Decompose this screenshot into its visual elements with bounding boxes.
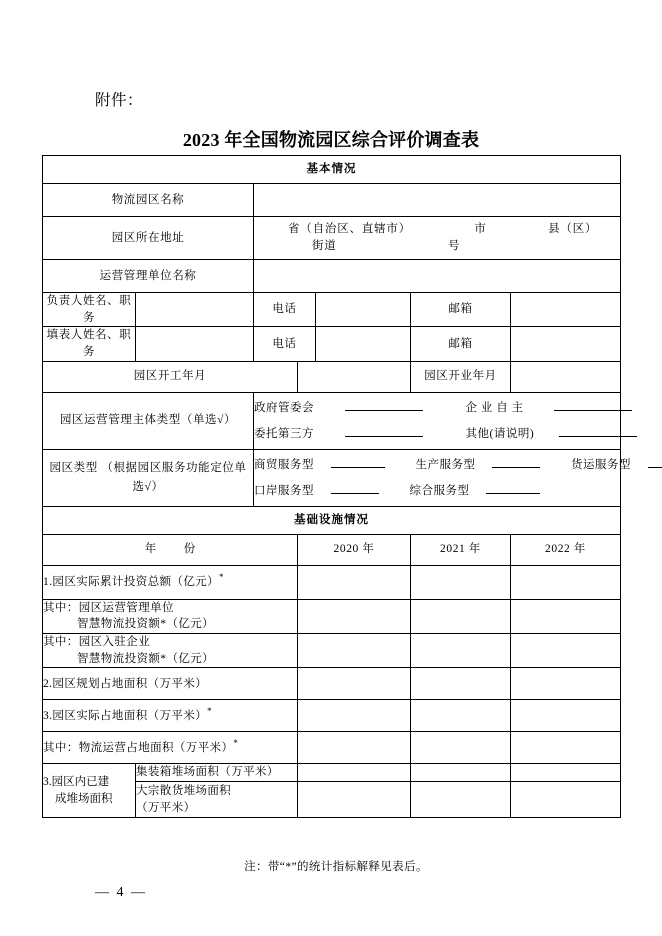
input-cell-2022[interactable] <box>511 700 621 732</box>
table-row-park-address <box>43 217 621 260</box>
table-row <box>43 565 621 599</box>
input-cell-2020[interactable] <box>298 668 411 700</box>
label-park-name: 物流园区名称 <box>43 184 254 217</box>
input-cell-2022[interactable] <box>511 599 621 633</box>
option-label-commerce-service: 商贸服务型 <box>254 459 314 472</box>
park-type-row-2 <box>254 478 620 504</box>
page-number: — 4 — <box>95 885 147 900</box>
table-row <box>43 634 621 668</box>
footnote-text: 注：带“*”的统计指标解释见表后。 <box>244 861 428 873</box>
footnote-star-icon: * <box>207 705 213 716</box>
option-blank-government-committee[interactable] <box>345 399 423 411</box>
label-park-type-line1: 园区类型 <box>49 462 98 475</box>
option-label-enterprise-self: 企 业 自 主 <box>465 402 524 415</box>
input-cell-2020[interactable] <box>298 732 411 764</box>
option-blank-third-party[interactable] <box>345 425 423 437</box>
indicator-label-operator-smart-logistics <box>43 599 298 633</box>
indicator-label-planned-land-area: 2.园区规划占地面积（万平米） <box>43 668 298 700</box>
column-header-2022: 2022 年 <box>511 534 621 565</box>
label-operator-unit: 运营管理单位名称 <box>43 260 254 293</box>
input-filler-email[interactable] <box>511 327 621 361</box>
input-cell-2021[interactable] <box>411 732 511 764</box>
input-park-name[interactable] <box>254 184 621 217</box>
indicator-text-line2: 智慧物流投资额*（亿元） <box>77 618 215 631</box>
option-label-government-committee: 政府管委会 <box>254 402 314 415</box>
page-title: 2023 年全国物流园区综合评价调查表 <box>182 130 480 150</box>
option-blank-comprehensive-service[interactable] <box>486 482 540 494</box>
indicator-label-bulk-cargo-yard-area <box>136 782 298 818</box>
input-cell-2021[interactable] <box>411 782 511 818</box>
column-header-2021: 2021 年 <box>411 534 511 565</box>
input-filler-name-title[interactable] <box>136 327 254 361</box>
input-operator-unit[interactable] <box>254 260 621 293</box>
indicator-label-total-investment <box>43 565 298 599</box>
input-cell-2021[interactable] <box>411 599 511 633</box>
indicator-text-line2: 智慧物流投资额*（亿元） <box>77 652 215 665</box>
bulk-label-line1: 大宗散货堆场面积 <box>136 784 232 797</box>
indicator-text: 3.园区实际占地面积（万平米） <box>43 709 208 722</box>
input-cell-2022[interactable] <box>511 668 621 700</box>
table-row <box>43 764 621 782</box>
option-blank-enterprise-self[interactable] <box>554 399 632 411</box>
label-park-address: 园区所在地址 <box>43 217 254 260</box>
table-row-operator-unit <box>43 260 621 293</box>
option-label-production-service: 生产服务型 <box>415 459 476 472</box>
section-header-row-infrastructure <box>43 506 621 534</box>
footnote-star-icon: * <box>233 737 239 748</box>
input-cell-2021[interactable] <box>411 668 511 700</box>
label-manager-email: 邮箱 <box>411 293 511 327</box>
table-row-operation-type <box>43 392 621 449</box>
table-row <box>43 732 621 764</box>
table-row-start-open-date <box>43 361 621 392</box>
park-type-options <box>254 449 631 506</box>
indicator-text-line1: 其中：园区运营管理单位 <box>43 601 174 614</box>
address-hint-number: 号 <box>447 240 461 252</box>
survey-form-table <box>42 155 631 818</box>
yard-label-line1: 3.园区内已建 <box>43 776 110 789</box>
column-header-2020: 2020 年 <box>298 534 411 565</box>
indicator-text: 其中：物流运营占地面积（万平米） <box>43 741 234 754</box>
address-hint-city: 市 <box>474 223 487 236</box>
table-row-park-type <box>43 449 621 506</box>
column-header-year <box>43 534 298 565</box>
input-cell-2021[interactable] <box>411 700 511 732</box>
option-blank-commerce-service[interactable] <box>331 456 385 468</box>
input-manager-name-title[interactable] <box>136 293 254 327</box>
column-header-year-text: 年 份 <box>144 543 204 556</box>
operation-type-row-2 <box>254 421 620 447</box>
label-opening-date: 园区开业年月 <box>411 361 511 392</box>
option-label-third-party: 委托第三方 <box>254 427 314 440</box>
input-manager-phone[interactable] <box>316 293 411 327</box>
section-header-basic: 基本情况 <box>43 156 621 184</box>
option-label-other: 其他(请说明) <box>465 427 535 440</box>
option-label-freight-service: 货运服务型 <box>571 459 631 472</box>
operation-type-row-1 <box>254 395 620 421</box>
input-cell-2022[interactable] <box>511 732 621 764</box>
option-blank-other[interactable] <box>559 425 637 437</box>
table-header-row-years <box>43 534 621 565</box>
footnote-star-icon: * <box>219 572 224 583</box>
indicator-text: 1.园区实际累计投资总额（亿元） <box>43 575 220 588</box>
input-cell-2021[interactable] <box>411 764 511 782</box>
table-row-park-name <box>43 184 621 217</box>
address-hint-county: 县（区） <box>548 223 598 236</box>
label-filler-phone: 电话 <box>254 327 316 361</box>
indicator-label-tenant-smart-logistics <box>43 634 298 668</box>
label-filler-name-title: 填表人姓名、职务 <box>43 327 136 361</box>
input-park-address[interactable] <box>254 217 621 260</box>
address-hint-province: 省（自治区、直辖市） <box>288 223 411 236</box>
indicator-label-logistics-operation-land-area <box>43 732 298 764</box>
indicator-label-actual-land-area <box>43 700 298 732</box>
table-row <box>43 668 621 700</box>
park-type-row-1 <box>254 452 631 478</box>
label-filler-email: 邮箱 <box>411 327 511 361</box>
section-header-infrastructure: 基础设施情况 <box>43 506 621 534</box>
option-blank-freight-service[interactable] <box>648 456 662 468</box>
table-row <box>43 599 621 633</box>
label-construction-start-date: 园区开工年月 <box>43 361 298 392</box>
input-manager-email[interactable] <box>511 293 621 327</box>
label-manager-phone: 电话 <box>254 293 316 327</box>
operation-type-options <box>254 392 621 449</box>
input-cell-2021[interactable] <box>411 565 511 599</box>
input-cell-2022[interactable] <box>511 782 621 818</box>
table-row-manager-contact <box>43 293 621 327</box>
label-operation-management-type: 园区运营管理主体类型（单选√） <box>43 392 254 449</box>
input-opening-date[interactable] <box>511 361 621 392</box>
yard-label-line2: 成堆场面积 <box>55 792 113 805</box>
input-cell-2022[interactable] <box>511 565 621 599</box>
label-park-type <box>43 449 254 506</box>
section-header-row-basic <box>43 156 621 184</box>
option-label-comprehensive-service: 综合服务型 <box>409 484 470 497</box>
input-cell-2022[interactable] <box>511 634 621 668</box>
label-manager-name-title: 负责人姓名、职务 <box>43 293 136 327</box>
input-cell-2022[interactable] <box>511 764 621 782</box>
indicator-label-built-yard-area <box>43 764 136 818</box>
table-row <box>43 700 621 732</box>
input-cell-2021[interactable] <box>411 634 511 668</box>
label-park-type-line2: （根据园区服务功能定位单选√） <box>101 462 247 493</box>
input-cell-2020[interactable] <box>298 782 411 818</box>
indicator-text-line1: 其中：园区入驻企业 <box>43 636 151 649</box>
input-cell-2020[interactable] <box>298 700 411 732</box>
input-cell-2020[interactable] <box>298 634 411 668</box>
bulk-label-line2: （万平米） <box>136 801 196 814</box>
input-cell-2020[interactable] <box>298 565 411 599</box>
option-label-port-service: 口岸服务型 <box>254 484 314 497</box>
input-filler-phone[interactable] <box>316 327 411 361</box>
indicator-label-container-yard-area: 集装箱堆场面积（万平米） <box>136 764 298 782</box>
input-cell-2020[interactable] <box>298 764 411 782</box>
attachment-label: 附件： <box>95 92 144 109</box>
table-row-filler-contact <box>43 327 621 361</box>
input-cell-2020[interactable] <box>298 599 411 633</box>
address-hint-street: 街道 <box>312 240 337 252</box>
option-blank-port-service[interactable] <box>331 482 379 494</box>
input-construction-start-date[interactable] <box>298 361 411 392</box>
option-blank-production-service[interactable] <box>492 456 540 468</box>
